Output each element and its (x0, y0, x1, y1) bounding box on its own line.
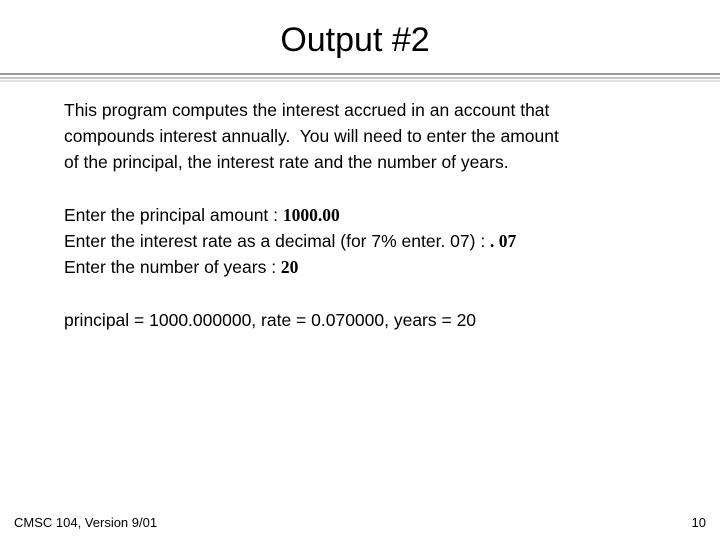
description-line-1: This program computes the interest accrued in an account that (64, 100, 550, 120)
program-description (64, 97, 684, 175)
program-output (64, 307, 684, 333)
footer-course: CMSC 104, Version 9/01 (14, 515, 158, 530)
prompt-rate-text: Enter the interest rate as a decimal (for 7% enter. 07) : (64, 231, 491, 251)
prompt-years-text: Enter the number of years : (64, 257, 281, 277)
output-line: principal = 1000.000000, rate = 0.070000, years = 20 (64, 310, 477, 330)
program-prompts (64, 202, 684, 280)
input-rate-value: . 07 (490, 231, 517, 251)
title-divider (0, 73, 720, 82)
prompt-principal (64, 202, 684, 228)
input-principal-value: 1000.00 (282, 205, 340, 225)
prompt-principal-text: Enter the principal amount : (64, 205, 283, 225)
slide-title: Output #2 (280, 21, 430, 59)
footer-page-number: 10 (691, 515, 706, 530)
input-years-value: 20 (280, 257, 299, 277)
description-line-2: compounds interest annually. You will need to enter the amount (64, 126, 559, 146)
prompt-years (64, 254, 684, 280)
description-line-3: of the principal, the interest rate and the number of years. (64, 152, 509, 172)
prompt-rate (64, 228, 684, 254)
